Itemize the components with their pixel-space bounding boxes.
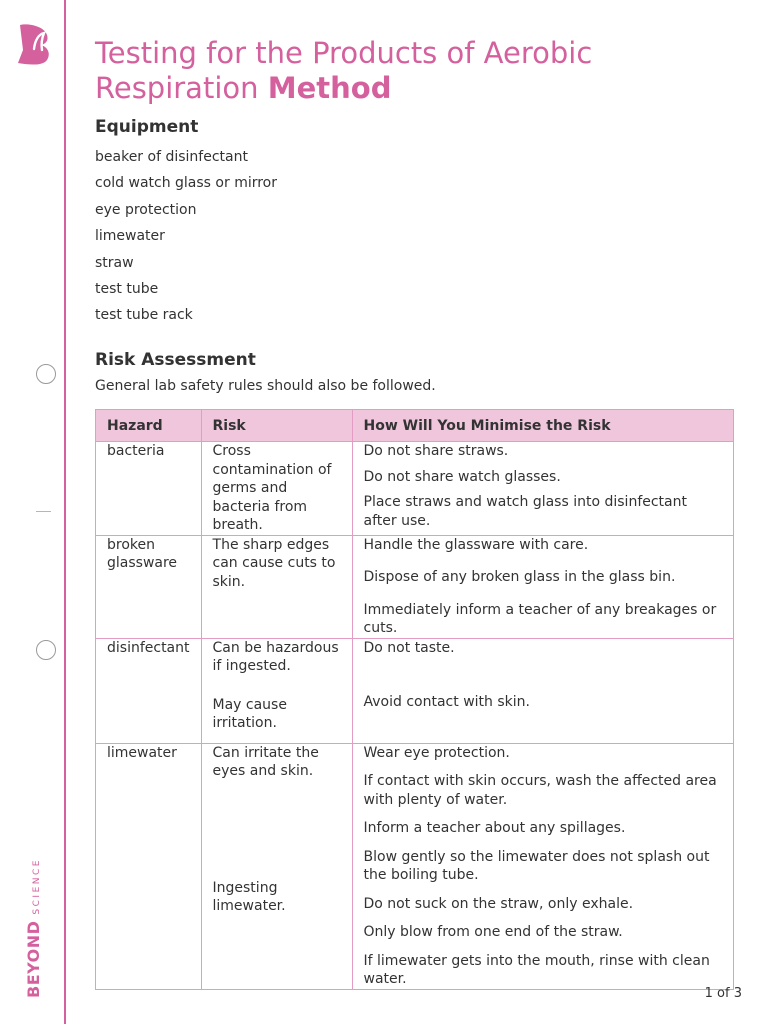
minimise-text: Immediately inform a teacher of any breakages or cuts. bbox=[363, 601, 717, 636]
risk-text: Cross contamination of germs and bacteria from breath. bbox=[212, 443, 332, 533]
column-header-minimise: How Will You Minimise the Risk bbox=[352, 410, 733, 442]
minimise-cell bbox=[352, 638, 733, 743]
minimise-text: Avoid contact with skin. bbox=[363, 694, 530, 710]
risk-text: The sharp edges can cause cuts to skin. bbox=[212, 536, 336, 590]
minimise-text: Dispose of any broken glass in the glass bin. bbox=[363, 569, 676, 585]
minimise-cell bbox=[352, 535, 733, 638]
brand-word-science: SCIENCE bbox=[32, 858, 42, 915]
minimise-text: Do not suck on the straw, only exhale. bbox=[363, 895, 634, 912]
risk-table bbox=[95, 409, 734, 990]
equipment-item: eye protection bbox=[95, 201, 197, 218]
column-header-hazard: Hazard bbox=[96, 410, 202, 442]
minimise-cell bbox=[352, 442, 733, 536]
minimise-text: Only blow from one end of the straw. bbox=[363, 924, 623, 940]
equipment-item: cold watch glass or mirror bbox=[95, 175, 277, 192]
minimise-text: Do not share straws. bbox=[363, 443, 509, 459]
minimise-text: If limewater gets into the mouth, rinse with clean water. bbox=[363, 952, 710, 987]
risk-cell bbox=[201, 638, 352, 743]
equipment-heading: Equipment bbox=[95, 117, 199, 137]
hazard-cell: disinfectant bbox=[96, 638, 202, 743]
equipment-item: beaker of disinfectant bbox=[95, 149, 248, 165]
minimise-cell bbox=[352, 743, 733, 989]
risk-table-header bbox=[96, 410, 734, 442]
table-row bbox=[96, 743, 734, 989]
risk-assessment-heading: Risk Assessment bbox=[95, 350, 256, 370]
risk-text: Ingesting limewater. bbox=[212, 879, 286, 914]
risk-cell bbox=[201, 743, 352, 989]
column-header-risk: Risk bbox=[201, 410, 352, 442]
equipment-list bbox=[95, 144, 277, 329]
risk-text: Can be hazardous if ingested. bbox=[212, 639, 339, 674]
hazard-cell: bacteria bbox=[96, 442, 202, 536]
risk-text: Can irritate the eyes and skin. bbox=[212, 744, 319, 779]
minimise-text: Place straws and watch glass into disinfectant after use. bbox=[363, 494, 687, 529]
hazard-cell: broken glassware bbox=[96, 535, 202, 638]
minimise-text: Blow gently so the limewater does not splash out the boiling tube. bbox=[363, 848, 710, 883]
title-emphasis: Method bbox=[267, 71, 392, 105]
margin-line bbox=[64, 0, 66, 1024]
table-row bbox=[96, 535, 734, 638]
table-row bbox=[96, 442, 734, 536]
brand-wordmark bbox=[24, 858, 43, 998]
minimise-text: Inform a teacher about any spillages. bbox=[363, 820, 626, 836]
risk-cell bbox=[201, 535, 352, 638]
equipment-item: limewater bbox=[95, 228, 165, 245]
page-title bbox=[95, 36, 735, 106]
minimise-text: Wear eye protection. bbox=[363, 744, 510, 761]
brand-word-beyond: BEYOND bbox=[24, 920, 43, 998]
minimise-text: Do not taste. bbox=[363, 639, 455, 656]
table-row bbox=[96, 638, 734, 743]
hazard-cell: limewater bbox=[96, 743, 202, 989]
title-main: Testing for the Products of Aerobic Respiration bbox=[95, 36, 593, 105]
minimise-text: If contact with skin occurs, wash the affected area with plenty of water. bbox=[363, 773, 717, 808]
punch-hole bbox=[36, 364, 56, 384]
page-number: 1 of 3 bbox=[704, 986, 742, 1001]
equipment-item: test tube bbox=[95, 281, 159, 298]
punch-hole bbox=[36, 640, 56, 660]
equipment-item: straw bbox=[95, 254, 134, 271]
risk-cell bbox=[201, 442, 352, 536]
risk-note: General lab safety rules should also be followed. bbox=[95, 378, 436, 394]
equipment-item: test tube rack bbox=[95, 307, 193, 324]
fold-mark bbox=[36, 511, 51, 512]
brand-logo-icon bbox=[14, 22, 52, 66]
minimise-text: Handle the glassware with care. bbox=[363, 536, 589, 553]
risk-text: May cause irritation. bbox=[212, 696, 287, 731]
minimise-text: Do not share watch glasses. bbox=[363, 468, 561, 485]
